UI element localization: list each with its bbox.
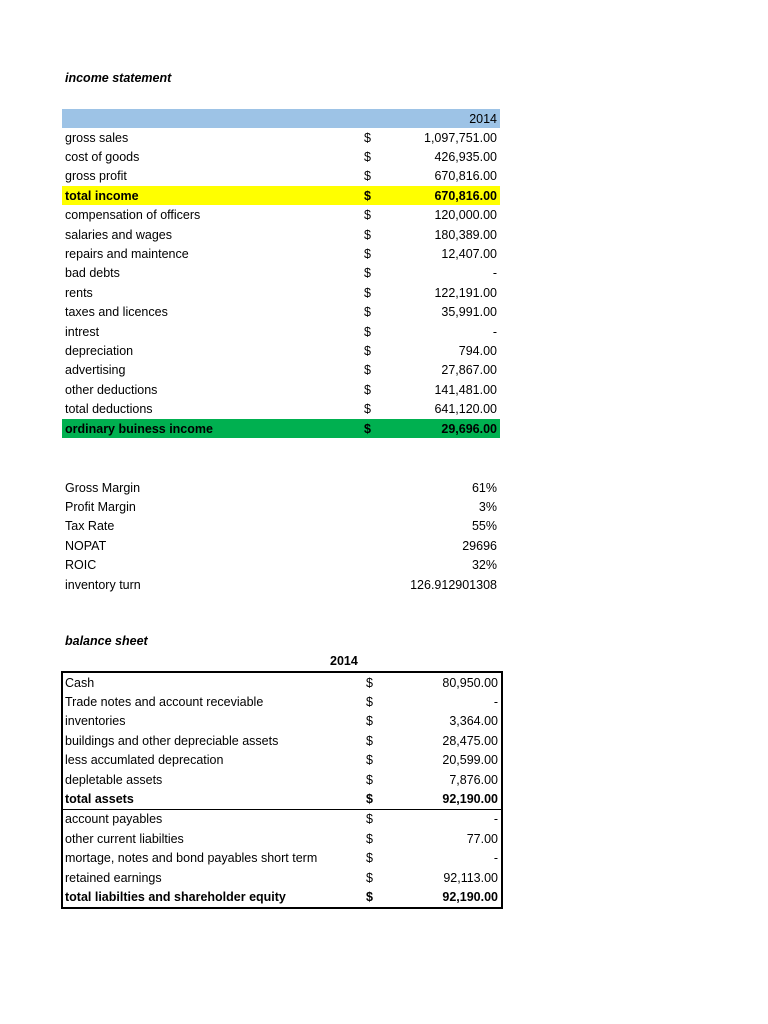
currency-symbol: $ (366, 831, 373, 846)
ratio-label: inventory turn (65, 577, 141, 592)
ratio-value: 126.912901308 (410, 577, 497, 592)
row-value: 1,097,751.00 (424, 130, 497, 145)
row-label: salaries and wages (65, 227, 173, 242)
row-value: 92,190.00 (442, 792, 498, 807)
currency-symbol: $ (364, 149, 371, 164)
currency-symbol: $ (364, 324, 371, 339)
ratio-profit-margin (62, 497, 500, 516)
row-value: 20,599.00 (442, 753, 498, 768)
currency-symbol: $ (364, 130, 371, 145)
bs-row-buildings-and-other-depreciable-assets (63, 731, 501, 750)
ratio-label: Tax Rate (65, 519, 115, 534)
row-label: less accumlated deprecation (65, 753, 224, 768)
currency-symbol: $ (366, 772, 373, 787)
row-label: total income (65, 188, 139, 203)
bs-row-mortage-notes-and-bond-payables-short-term (63, 849, 501, 868)
ratio-value: 61% (471, 480, 497, 495)
currency-symbol: $ (364, 285, 371, 300)
row-label: cost of goods (65, 149, 140, 164)
is-row-other-deductions (62, 380, 500, 399)
ratio-label: ROIC (65, 558, 97, 573)
row-label: buildings and other depreciable assets (65, 733, 279, 748)
currency-symbol: $ (364, 421, 371, 436)
row-value: 92,113.00 (443, 870, 498, 885)
row-value: - (492, 266, 497, 281)
currency-symbol: $ (366, 870, 373, 885)
row-value: 641,120.00 (434, 402, 497, 417)
row-label: taxes and licences (65, 305, 168, 320)
is-row-taxes-and-licences (62, 303, 500, 322)
row-label: repairs and maintence (65, 246, 189, 261)
ratio-nopat (62, 536, 500, 555)
is-row-total-deductions (62, 400, 500, 419)
currency-symbol: $ (366, 733, 373, 748)
bs-row-total-liabilties-and-shareholder-equity (63, 887, 501, 906)
bs-row-less-accumlated-deprecation (63, 751, 501, 770)
currency-symbol: $ (364, 402, 371, 417)
currency-symbol: $ (364, 169, 371, 184)
row-value: 120,000.00 (434, 208, 497, 223)
row-value: 794.00 (458, 343, 497, 358)
income-statement-header-row (62, 109, 500, 128)
currency-symbol: $ (364, 266, 371, 281)
is-row-ordinary-buiness-income (62, 419, 500, 438)
row-label: other deductions (65, 382, 158, 397)
row-value: 80,950.00 (442, 675, 498, 690)
balance-sheet-title: balance sheet (65, 634, 148, 648)
row-value: 28,475.00 (442, 733, 498, 748)
currency-symbol: $ (366, 675, 373, 690)
is-row-gross-sales (62, 128, 500, 147)
row-value: 670,816.00 (434, 169, 497, 184)
row-label: ordinary buiness income (65, 421, 213, 436)
row-label: gross sales (65, 130, 129, 145)
ratio-value: 55% (471, 519, 497, 534)
row-value: 7,876.00 (449, 772, 498, 787)
row-label: retained earnings (65, 870, 162, 885)
bs-row-depletable-assets (63, 770, 501, 789)
currency-symbol: $ (366, 889, 373, 904)
currency-symbol: $ (366, 695, 373, 710)
bs-row-trade-notes-and-account-receviable (63, 692, 501, 711)
row-value: 122,191.00 (434, 285, 497, 300)
ratio-label: Gross Margin (65, 480, 141, 495)
currency-symbol: $ (366, 851, 373, 866)
currency-symbol: $ (364, 363, 371, 378)
currency-symbol: $ (364, 208, 371, 223)
row-value: - (492, 324, 497, 339)
balance-sheet-year: 2014 (330, 654, 358, 668)
bs-row-account-payables (63, 810, 501, 829)
row-label: account payables (65, 812, 163, 827)
is-row-depreciation (62, 341, 500, 360)
row-value: 92,190.00 (442, 889, 498, 904)
is-row-intrest (62, 322, 500, 341)
currency-symbol: $ (364, 343, 371, 358)
currency-symbol: $ (364, 227, 371, 242)
row-label: bad debts (65, 266, 120, 281)
row-label: gross profit (65, 169, 127, 184)
row-value: 35,991.00 (441, 305, 497, 320)
row-value: - (493, 812, 498, 827)
is-row-total-income (62, 186, 500, 205)
ratio-label: NOPAT (65, 538, 107, 553)
income-statement-year: 2014 (469, 111, 497, 126)
ratio-tax-rate (62, 517, 500, 536)
is-row-rents (62, 283, 500, 302)
ratio-label: Profit Margin (65, 499, 136, 514)
is-row-advertising (62, 361, 500, 380)
currency-symbol: $ (364, 305, 371, 320)
row-value: 27,867.00 (441, 363, 497, 378)
bs-row-other-current-liabilties (63, 829, 501, 848)
row-value: 141,481.00 (434, 382, 497, 397)
bs-row-retained-earnings (63, 868, 501, 887)
bs-row-cash (63, 673, 501, 692)
row-label: total deductions (65, 402, 153, 417)
row-label: total assets (65, 792, 134, 807)
row-label: inventories (65, 714, 126, 729)
row-value: 180,389.00 (434, 227, 497, 242)
is-row-compensation-of-officers (62, 206, 500, 225)
ratio-value: 32% (471, 558, 497, 573)
is-row-salaries-and-wages (62, 225, 500, 244)
currency-symbol: $ (366, 714, 373, 729)
row-label: advertising (65, 363, 126, 378)
row-value: - (493, 851, 498, 866)
income-statement-title: income statement (65, 71, 172, 85)
bs-row-total-assets (63, 789, 501, 809)
row-label: Cash (65, 675, 95, 690)
row-value: 426,935.00 (434, 149, 497, 164)
ratio-value: 3% (478, 499, 497, 514)
ratio-inventory-turn (62, 575, 500, 594)
is-row-cost-of-goods (62, 147, 500, 166)
row-value: 77.00 (466, 831, 498, 846)
row-label: compensation of officers (65, 208, 201, 223)
ratio-roic (62, 556, 500, 575)
row-label: Trade notes and account receviable (65, 695, 264, 710)
balance-sheet-table (61, 671, 503, 909)
row-label: rents (65, 285, 93, 300)
row-label: depreciation (65, 343, 134, 358)
ratio-gross-margin (62, 478, 500, 497)
row-value: 3,364.00 (449, 714, 498, 729)
row-value: 12,407.00 (441, 246, 497, 261)
currency-symbol: $ (364, 246, 371, 261)
row-value: 670,816.00 (434, 188, 497, 203)
row-value: - (493, 695, 498, 710)
currency-symbol: $ (366, 812, 373, 827)
row-value: 29,696.00 (441, 421, 497, 436)
ratio-value: 29696 (462, 538, 497, 553)
row-label: depletable assets (65, 772, 163, 787)
currency-symbol: $ (364, 382, 371, 397)
row-label: mortage, notes and bond payables short term (65, 851, 318, 866)
is-row-bad-debts (62, 264, 500, 283)
currency-symbol: $ (366, 753, 373, 768)
currency-symbol: $ (364, 188, 371, 203)
bs-row-inventories (63, 712, 501, 731)
is-row-repairs-and-maintence (62, 244, 500, 263)
currency-symbol: $ (366, 792, 373, 807)
row-label: other current liabilties (65, 831, 184, 846)
is-row-gross-profit (62, 167, 500, 186)
row-label: total liabilties and shareholder equity (65, 889, 286, 904)
row-label: intrest (65, 324, 100, 339)
